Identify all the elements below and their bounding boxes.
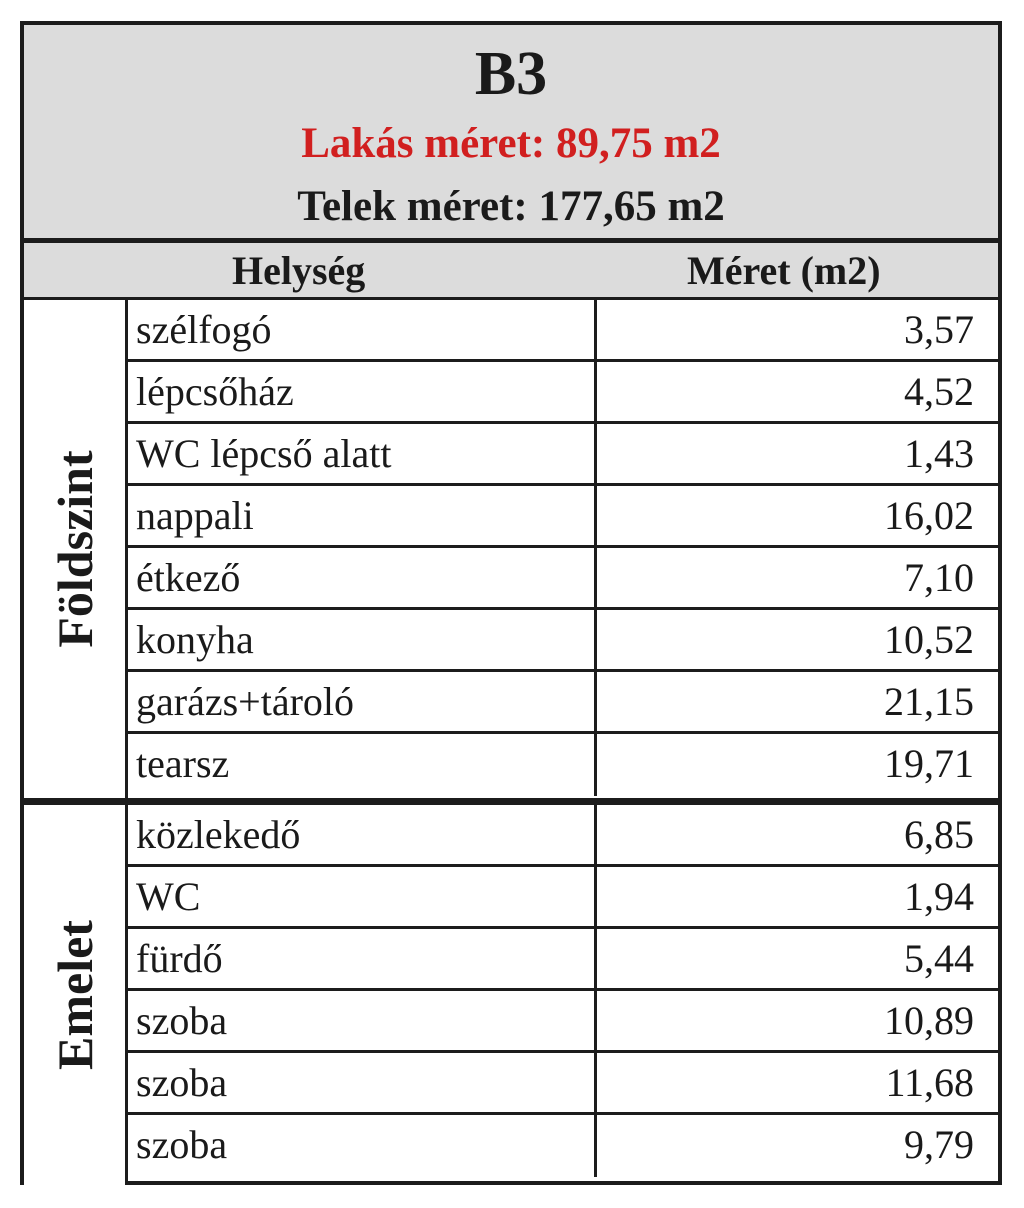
column-divider (594, 867, 597, 926)
column-divider (594, 610, 597, 669)
group-label-ground-floor: Földszint (46, 450, 103, 648)
room-size: 4,52 (904, 369, 974, 414)
group-label-cell (24, 300, 128, 798)
room-name: nappali (136, 493, 254, 538)
column-divider (594, 805, 597, 864)
room-size: 21,15 (884, 679, 974, 724)
room-size: 7,10 (904, 555, 974, 600)
room-size: 9,79 (904, 1122, 974, 1167)
column-divider (594, 991, 597, 1050)
column-divider (594, 300, 597, 359)
room-name: WC lépcső alatt (136, 431, 392, 476)
ground-floor-rows (128, 300, 998, 798)
column-divider (594, 548, 597, 607)
table-row (128, 734, 998, 796)
room-size: 10,52 (884, 617, 974, 662)
room-size: 1,43 (904, 431, 974, 476)
room-name: közlekedő (136, 812, 301, 857)
group-upper-floor (24, 801, 998, 1185)
column-divider (594, 734, 597, 796)
table-header (24, 25, 998, 243)
column-divider (594, 672, 597, 731)
room-size: 1,94 (904, 874, 974, 919)
room-name: garázs+tároló (136, 679, 355, 724)
room-size: 16,02 (884, 493, 974, 538)
column-divider (594, 486, 597, 545)
table-row (128, 610, 998, 672)
room-size: 11,68 (885, 1060, 974, 1105)
room-name: szélfogó (136, 307, 272, 352)
room-name: lépcsőház (136, 369, 294, 414)
upper-floor-rows (128, 805, 998, 1185)
table-row (128, 548, 998, 610)
column-header-room: Helység (232, 248, 366, 293)
unit-title: B3 (474, 40, 548, 108)
room-size-table (20, 21, 1002, 1185)
table-row (128, 991, 998, 1053)
room-name: fürdő (136, 936, 223, 981)
table-row (128, 486, 998, 548)
column-divider (594, 424, 597, 483)
group-ground-floor (24, 300, 998, 798)
room-name: szoba (136, 1122, 228, 1167)
group-label-upper-floor: Emelet (46, 920, 103, 1070)
room-size: 3,57 (904, 307, 974, 352)
table-row (128, 672, 998, 734)
table-row (128, 424, 998, 486)
column-divider (594, 929, 597, 988)
room-size: 5,44 (904, 936, 974, 981)
room-size: 19,71 (884, 741, 974, 786)
room-size: 6,85 (904, 812, 974, 857)
room-size: 10,89 (884, 998, 974, 1043)
apartment-size: Lakás méret: 89,75 m2 (301, 120, 721, 167)
column-divider (594, 1115, 597, 1177)
table-row (128, 929, 998, 991)
table-row (128, 300, 998, 362)
table-row (128, 1053, 998, 1115)
column-divider (594, 362, 597, 421)
column-header-size: Méret (m2) (687, 248, 881, 293)
column-divider (594, 1053, 597, 1112)
table-row (128, 867, 998, 929)
room-name: tearsz (136, 741, 230, 786)
room-name: konyha (136, 617, 254, 662)
room-name: étkező (136, 555, 241, 600)
room-name: szoba (136, 1060, 228, 1105)
group-label-cell (24, 805, 128, 1185)
table-row (128, 362, 998, 424)
table-row (128, 805, 998, 867)
column-header-row (24, 243, 998, 300)
plot-size: Telek méret: 177,65 m2 (297, 183, 725, 230)
table-row (128, 1115, 998, 1177)
room-name: szoba (136, 998, 228, 1043)
room-name: WC (136, 874, 201, 919)
